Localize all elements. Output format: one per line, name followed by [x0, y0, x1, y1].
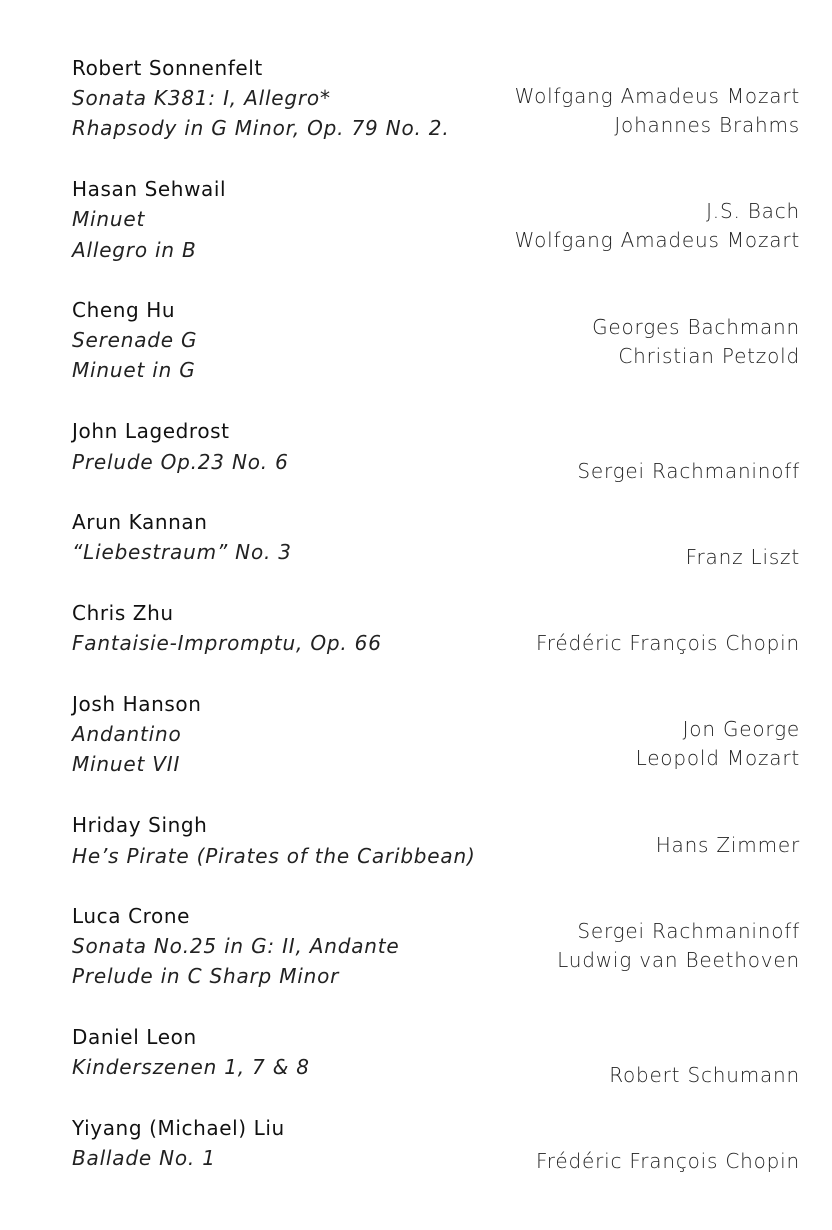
performer-name: Cheng Hu: [72, 298, 176, 322]
piece-title: Rhapsody in G Minor, Op. 79 No. 2.: [72, 116, 450, 140]
performer-name: Robert Sonnenfelt: [72, 56, 263, 80]
performer-name: John Lagedrost: [72, 419, 230, 443]
composer-name: Franz Liszt: [685, 545, 800, 569]
piece-title: Sonata K381: I, Allegro*: [72, 86, 331, 110]
composer-name: Robert Schumann: [609, 1063, 800, 1087]
composer-name: Georges Bachmann: [592, 315, 800, 339]
performer-name: Daniel Leon: [72, 1025, 197, 1049]
composer-name: Hans Zimmer: [655, 833, 800, 857]
piece-title: Prelude Op.23 No. 6: [72, 450, 289, 474]
composer-name: Wolfgang Amadeus Mozart: [514, 84, 800, 108]
composer-name: Christian Petzold: [618, 344, 800, 368]
piece-title: Serenade G: [72, 328, 198, 352]
composer-name: Johannes Brahms: [614, 113, 800, 137]
piece-title: Allegro in B: [72, 238, 197, 262]
performer-name: Chris Zhu: [72, 601, 174, 625]
composer-name: Frédéric François Chopin: [535, 1149, 800, 1173]
piece-title: “Liebestraum” No. 3: [72, 540, 292, 564]
piece-title: Fantaisie-Impromptu, Op. 66: [72, 631, 382, 655]
piece-title: He’s Pirate (Pirates of the Caribbean): [72, 844, 476, 868]
piece-title: Sonata No.25 in G: II, Andante: [72, 934, 400, 958]
piece-title: Minuet VII: [72, 752, 181, 776]
composer-name: J.S. Bach: [706, 199, 800, 223]
piece-title: Minuet in G: [72, 358, 196, 382]
performer-name: Hasan Sehwail: [72, 177, 227, 201]
piece-title: Minuet: [72, 207, 146, 231]
performer-name: Yiyang (Michael) Liu: [72, 1116, 285, 1140]
performer-name: Arun Kannan: [72, 510, 208, 534]
piece-title: Andantino: [72, 722, 182, 746]
composer-name: Sergei Rachmaninoff: [577, 459, 800, 483]
composer-name: Frédéric François Chopin: [535, 631, 800, 655]
performer-name: Luca Crone: [72, 904, 191, 928]
performer-name: Hriday Singh: [72, 813, 208, 837]
composer-name: Leopold Mozart: [635, 746, 800, 770]
composer-name: Sergei Rachmaninoff: [577, 919, 800, 943]
composer-name: Wolfgang Amadeus Mozart: [514, 228, 800, 252]
piece-title: Prelude in C Sharp Minor: [72, 964, 340, 988]
composer-name: Jon George: [682, 717, 800, 741]
piece-title: Kinderszenen 1, 7 & 8: [72, 1055, 310, 1079]
composer-name: Ludwig van Beethoven: [557, 948, 800, 972]
performer-name: Josh Hanson: [72, 692, 202, 716]
piece-title: Ballade No. 1: [72, 1146, 216, 1170]
